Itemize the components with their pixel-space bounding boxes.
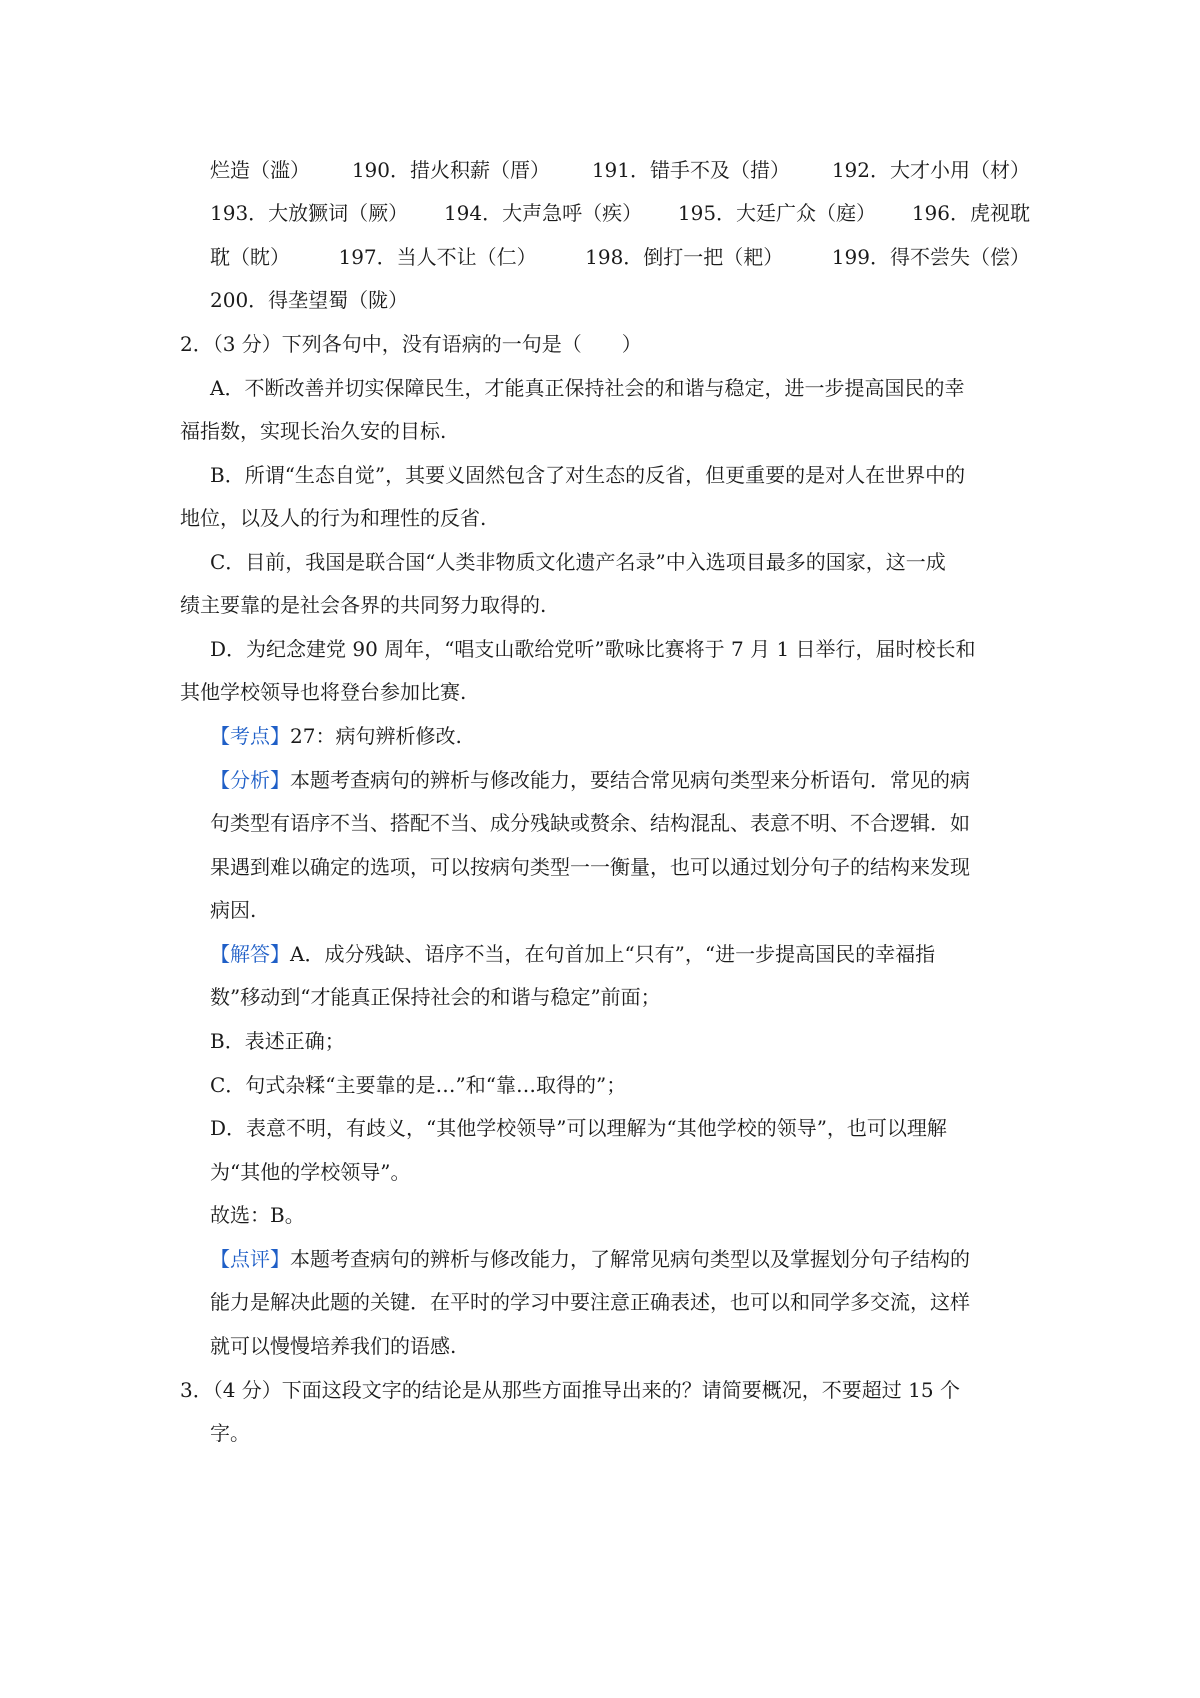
- answer-line: 故选：B。: [210, 1203, 305, 1227]
- fenxi-text-cont: 句类型有语序不当、搭配不当、成分残缺或赘余、结构混乱、表意不明、不合逻辑．如: [210, 811, 970, 835]
- jieda-tag: 【解答】: [210, 942, 290, 966]
- list-item: 192．大才小用（材）: [831, 158, 1030, 182]
- jieda-text-cont: 数”移动到“才能真正保持社会的和谐与稳定”前面；: [210, 985, 661, 1009]
- list-item: 198．倒打一把（耙）: [585, 245, 784, 269]
- list-item: 196．虎视耽: [911, 201, 1030, 225]
- jieda-b: B．表述正确；: [210, 1029, 345, 1053]
- list-item: 195．大廷广众（庭）: [677, 201, 877, 225]
- fenxi-tag: 【分析】: [210, 768, 290, 792]
- dianping-section: [210, 1245, 970, 1273]
- list-item: 烂造（滥）: [210, 158, 310, 182]
- idiom-list-row: [210, 199, 1030, 227]
- list-item: 193．大放獗词（厥）: [210, 201, 409, 225]
- option-a: A．不断改善并切实保障民生，才能真正保持社会的和谐与稳定，进一步提高国民的幸: [210, 376, 965, 400]
- jieda-d-cont: 为“其他的学校领导”。: [210, 1160, 411, 1184]
- idiom-list-row: [210, 243, 1030, 271]
- fenxi-text-cont: 病因.: [210, 898, 257, 922]
- jieda-c: C．句式杂糅“主要靠的是…”和“靠…取得的”；: [210, 1073, 627, 1097]
- list-item: 190．措火积薪（厝）: [351, 158, 550, 182]
- list-item: 199．得不尝失（偿）: [831, 245, 1030, 269]
- kaodian-text: 27：病句辨析修改.: [290, 724, 462, 748]
- question-3-stem: 3．（4 分）下面这段文字的结论是从那些方面推导出来的？请简要概况，不要超过 15 个: [180, 1378, 960, 1402]
- option-d-cont: 其他学校领导也将登台参加比赛.: [180, 680, 467, 704]
- list-item: 191．错手不及（措）: [591, 158, 790, 182]
- fenxi-text: 本题考查病句的辨析与修改能力，要结合常见病句类型来分析语句．常见的病: [290, 768, 970, 792]
- fenxi-text-cont: 果遇到难以确定的选项，可以按病句类型一一衡量，也可以通过划分句子的结构来发现: [210, 855, 970, 879]
- list-item: 194．大声急呼（疾）: [443, 201, 643, 225]
- option-c: C．目前，我国是联合国“人类非物质文化遗产名录”中入选项目最多的国家，这一成: [210, 550, 946, 574]
- option-a-cont: 福指数，实现长治久安的目标.: [180, 419, 447, 443]
- list-item: 197．当人不让（仁）: [338, 245, 537, 269]
- list-item: 200．得垄望蜀（陇）: [210, 288, 409, 312]
- option-c-cont: 绩主要靠的是社会各界的共同努力取得的.: [180, 593, 547, 617]
- option-b: B．所谓“生态自觉”，其要义固然包含了对生态的反省，但更重要的是对人在世界中的: [210, 463, 966, 487]
- jieda-text: A．成分残缺、语序不当，在句首加上“只有”，“进一步提高国民的幸福指: [290, 942, 936, 966]
- kaodian-section: [210, 722, 462, 750]
- option-b-cont: 地位，以及人的行为和理性的反省.: [180, 506, 487, 530]
- question-3-stem-cont: 字。: [210, 1421, 250, 1445]
- dianping-text: 本题考查病句的辨析与修改能力，了解常见病句类型以及掌握划分句子结构的: [290, 1247, 970, 1271]
- dianping-text-cont: 能力是解决此题的关键．在平时的学习中要注意正确表述，也可以和同学多交流，这样: [210, 1290, 970, 1314]
- dianping-tag: 【点评】: [210, 1247, 290, 1271]
- option-d: D．为纪念建党 90 周年，“唱支山歌给党听”歌咏比赛将于 7 月 1 日举行，届时校长和: [210, 637, 976, 661]
- jieda-section: [210, 940, 935, 968]
- list-item: 耽（眈）: [210, 245, 290, 269]
- question-2-stem: 2．（3 分）下列各句中，没有语病的一句是（ ）: [180, 332, 642, 356]
- dianping-text-cont: 就可以慢慢培养我们的语感.: [210, 1334, 457, 1358]
- idiom-list-row: [210, 156, 1030, 184]
- kaodian-tag: 【考点】: [210, 724, 290, 748]
- fenxi-section: [210, 766, 970, 794]
- jieda-d: D．表意不明，有歧义，“其他学校领导”可以理解为“其他学校的领导”，也可以理解: [210, 1116, 947, 1140]
